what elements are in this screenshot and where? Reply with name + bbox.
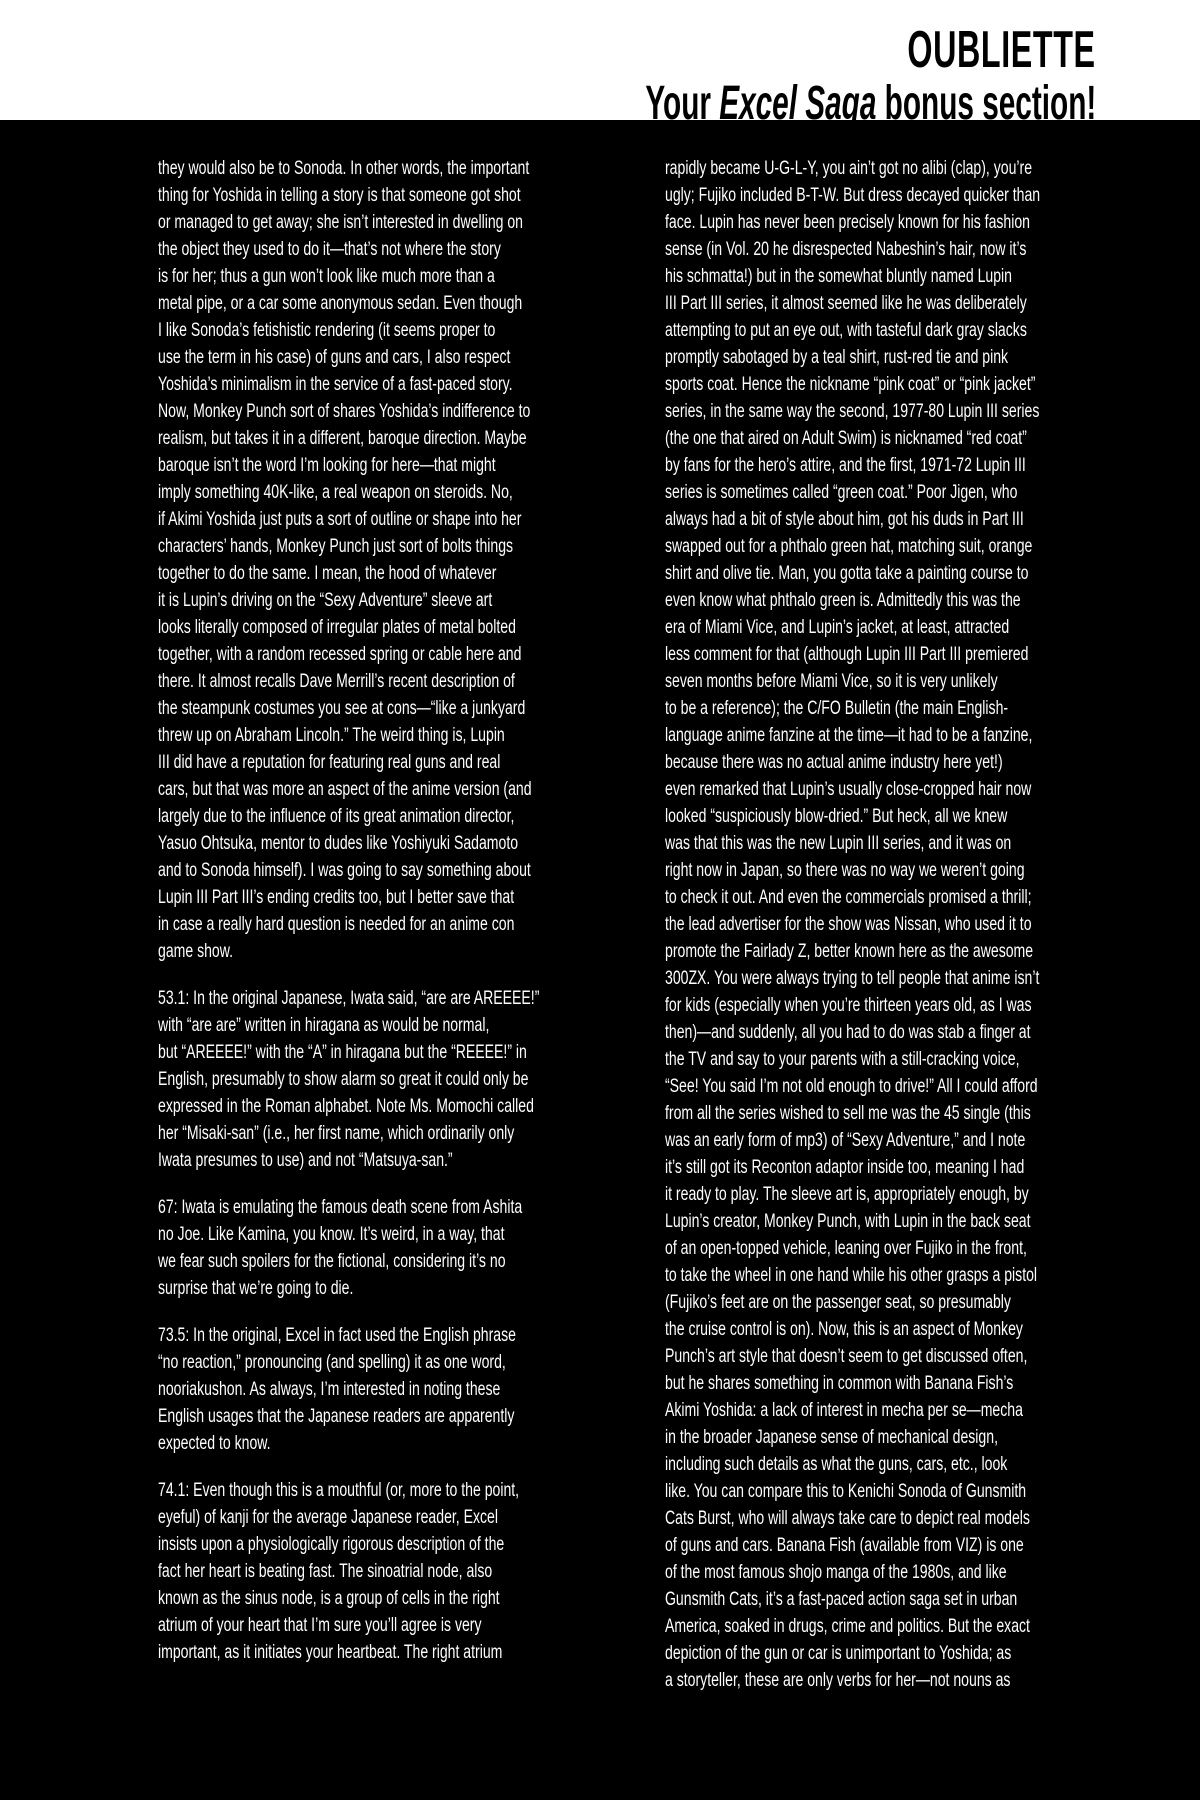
text-line: of an open-topped vehicle, leaning over Fujiko in the front, xyxy=(665,1238,1027,1259)
text-line: 67: Iwata is emulating the famous death scene from Ashita xyxy=(158,1197,523,1218)
text-line: realism, but takes it in a different, baroque direction. Maybe xyxy=(158,428,527,449)
text-line: Yasuo Ohtsuka, mentor to dudes like Yoshiyuki Sadamoto xyxy=(158,833,519,854)
text-line: (the one that aired on Adult Swim) is nicknamed “red coat” xyxy=(665,428,1027,449)
text-line: cars, but that was more an aspect of the anime version (and xyxy=(158,779,532,800)
text-line: from all the series wished to sell me was the 45 single (this xyxy=(665,1103,1031,1124)
text-line: Yoshida’s minimalism in the service of a fast-paced story. xyxy=(158,374,513,395)
text-line: 73.5: In the original, Excel in fact used the English phrase xyxy=(158,1325,516,1346)
text-line: expressed in the Roman alphabet. Note Ms. Momochi called xyxy=(158,1096,534,1117)
text-line: face. Lupin has never been precisely known for his fashion xyxy=(665,212,1031,233)
text-line: it ready to play. The sleeve art is, appropriately enough, by xyxy=(665,1184,1029,1205)
text-line: looks literally composed of irregular plates of metal bolted xyxy=(158,617,516,638)
text-line: together to do the same. I mean, the hood of whatever xyxy=(158,563,497,584)
text-line: imply something 40K-like, a real weapon on steroids. No, xyxy=(158,482,513,503)
text-line: if Akimi Yoshida just puts a sort of outline or shape into her xyxy=(158,509,522,530)
text-line: the steampunk costumes you see at cons—“like a junkyard xyxy=(158,698,526,719)
text-line: less comment for that (although Lupin III Part III premiered xyxy=(665,644,1029,665)
text-line: seven months before Miami Vice, so it is very unlikely xyxy=(665,671,998,692)
text-line: depiction of the gun or car is unimportant to Yoshida; as xyxy=(665,1643,1012,1664)
text-line: even remarked that Lupin’s usually close-cropped hair now xyxy=(665,779,1032,800)
subtitle-suffix: bonus section! xyxy=(876,77,1096,130)
text-line: to check it out. And even the commercials promised a thrill; xyxy=(665,887,1032,908)
text-line: “no reaction,” pronouncing (and spelling) it as one word, xyxy=(158,1352,506,1373)
text-line: it’s still got its Reconton adaptor inside too, meaning I had xyxy=(665,1157,1025,1178)
paragraph-gap xyxy=(158,1457,608,1477)
text-line: promote the Fairlady Z, better known here as the awesome xyxy=(665,941,1034,962)
text-line: but he shares something in common with Banana Fish’s xyxy=(665,1373,1014,1394)
text-line: (Fujiko’s feet are on the passenger seat, so presumably xyxy=(665,1292,1011,1313)
text-line: baroque isn’t the word I’m looking for here—that might xyxy=(158,455,496,476)
text-line: in the broader Japanese sense of mechanical design, xyxy=(665,1427,998,1448)
paragraph-gap xyxy=(158,1302,608,1322)
text-line: 74.1: Even though this is a mouthful (or, more to the point, xyxy=(158,1480,520,1501)
text-line: I like Sonoda’s fetishistic rendering (it seems proper to xyxy=(158,320,496,341)
text-line: with “are are” written in hiragana as would be normal, xyxy=(158,1015,490,1036)
text-line: the lead advertiser for the show was Nissan, who used it to xyxy=(665,914,1032,935)
text-line: III did have a reputation for featuring real guns and real xyxy=(158,752,501,773)
paragraph-gap xyxy=(158,1174,608,1194)
text-line: it is Lupin’s driving on the “Sexy Adventure” sleeve art xyxy=(158,590,493,611)
text-line: sense (in Vol. 20 he disrespected Nabeshin’s hair, now it’s xyxy=(665,239,1027,260)
text-line: by fans for the hero’s attire, and the first, 1971-72 Lupin III xyxy=(665,455,1026,476)
text-line: “See! You said I’m not old enough to drive!” All I could afford xyxy=(665,1076,1038,1097)
text-line: series, in the same way the second, 1977-80 Lupin III series xyxy=(665,401,1040,422)
text-line: Iwata presumes to use) and not “Matsuya-san.” xyxy=(158,1150,453,1171)
text-line: looked “suspiciously blow-dried.” But heck, all we knew xyxy=(665,806,1008,827)
text-line: we fear such spoilers for the fictional, considering it’s no xyxy=(158,1251,506,1272)
text-line: game show. xyxy=(158,941,234,962)
text-line: right now in Japan, so there was no way we weren’t going xyxy=(665,860,1025,881)
section-title: OUBLIETTE xyxy=(907,21,1096,79)
text-line: ugly; Fujiko included B-T-W. But dress decayed quicker than xyxy=(665,185,1041,206)
text-line: 300ZX. You were always trying to tell people that anime isn’t xyxy=(665,968,1040,989)
text-line: metal pipe, or a car some anonymous sedan. Even though xyxy=(158,293,523,314)
subtitle-prefix: Your xyxy=(645,77,719,130)
text-line: fact her heart is beating fast. The sinoatrial node, also xyxy=(158,1561,493,1582)
text-line: the TV and say to your parents with a still-cracking voice, xyxy=(665,1049,1020,1070)
text-line: III Part III series, it almost seemed like he was deliberately xyxy=(665,293,1027,314)
text-line: then)—and suddenly, all you had to do was stab a finger at xyxy=(665,1022,1031,1043)
paragraph-gap xyxy=(158,965,608,985)
text-line: use the term in his case) of guns and cars, I also respect xyxy=(158,347,511,368)
text-line: shirt and olive tie. Man, you gotta take a painting course to xyxy=(665,563,1029,584)
text-line: rapidly became U-G-L-Y, you ain’t got no alibi (clap), you’re xyxy=(665,158,1033,179)
text-line: like. You can compare this to Kenichi Sonoda of Gunsmith xyxy=(665,1481,1027,1502)
text-line: swapped out for a phthalo green hat, matching suit, orange xyxy=(665,536,1033,557)
text-line: Cats Burst, who will always take care to depict real models xyxy=(665,1508,1030,1529)
text-line: or managed to get away; she isn’t interested in dwelling on xyxy=(158,212,524,233)
text-line: atrium of your heart that I’m sure you’ll agree is very xyxy=(158,1615,482,1636)
text-line: the object they used to do it—that’s not where the story xyxy=(158,239,501,260)
subtitle-series-name: Excel Saga xyxy=(718,77,877,130)
text-line: characters’ hands, Monkey Punch just sort of bolts things xyxy=(158,536,514,557)
text-line: was that this was the new Lupin III series, and it was on xyxy=(665,833,1012,854)
text-line: a storyteller, these are only verbs for her—not nouns as xyxy=(665,1670,1011,1691)
text-line: language anime fanzine at the time—it had to be a fanzine, xyxy=(665,725,1033,746)
text-line: always had a bit of style about him, got his duds in Part III xyxy=(665,509,1024,530)
text-line: series is sometimes called “green coat.” Poor Jigen, who xyxy=(665,482,1018,503)
text-line: including such details as what the guns, cars, etc., look xyxy=(665,1454,1008,1475)
text-line: eyeful) of kanji for the average Japanese reader, Excel xyxy=(158,1507,498,1528)
text-line: known as the sinus node, is a group of cells in the right xyxy=(158,1588,500,1609)
text-line: no Joe. Like Kamina, you know. It’s weird, in a way, that xyxy=(158,1224,505,1245)
text-line: thing for Yoshida in telling a story is that someone got shot xyxy=(158,185,521,206)
text-line: is for her; thus a gun won’t look like much more than a xyxy=(158,266,495,287)
text-line: to take the wheel in one hand while his other grasps a pistol xyxy=(665,1265,1038,1286)
text-line: insists upon a physiologically rigorous description of the xyxy=(158,1534,505,1555)
text-line: even know what phthalo green is. Admittedly this was the xyxy=(665,590,1021,611)
text-line: for kids (especially when you’re thirteen years old, as I was xyxy=(665,995,1032,1016)
text-line: English, presumably to show alarm so great it could only be xyxy=(158,1069,529,1090)
text-line: of guns and cars. Banana Fish (available from VIZ) is one xyxy=(665,1535,1024,1556)
text-line: era of Miami Vice, and Lupin’s jacket, at least, attracted xyxy=(665,617,1010,638)
left-text-column xyxy=(158,155,608,1666)
page-header xyxy=(0,0,1200,130)
text-line: in case a really hard question is needed for an anime con xyxy=(158,914,515,935)
text-line: Now, Monkey Punch sort of shares Yoshida’s indifference to xyxy=(158,401,531,422)
text-line: attempting to put an eye out, with tasteful dark gray slacks xyxy=(665,320,1027,341)
text-line: sports coat. Hence the nickname “pink coat” or “pink jacket” xyxy=(665,374,1036,395)
text-line: and to Sonoda himself). I was going to say something about xyxy=(158,860,531,881)
text-line: America, soaked in drugs, crime and politics. But the exact xyxy=(665,1616,1030,1637)
text-line: her “Misaki-san” (i.e., her first name, which ordinarily only xyxy=(158,1123,515,1144)
text-line: Akimi Yoshida: a lack of interest in mecha per se—mecha xyxy=(665,1400,1023,1421)
text-line: the cruise control is on). Now, this is an aspect of Monkey xyxy=(665,1319,1023,1340)
text-line: Punch’s art style that doesn’t seem to get discussed often, xyxy=(665,1346,1028,1367)
text-line: of the most famous shojo manga of the 1980s, and like xyxy=(665,1562,1007,1583)
text-line: Lupin III Part III’s ending credits too, but I better save that xyxy=(158,887,515,908)
text-line: was an early form of mp3) of “Sexy Adventure,” and I note xyxy=(665,1130,1026,1151)
text-line: expected to know. xyxy=(158,1433,271,1454)
text-line: there. It almost recalls Dave Merrill’s recent description of xyxy=(158,671,515,692)
section-subtitle xyxy=(645,78,1096,130)
text-line: but “AREEEE!” with the “A” in hiragana but the “REEEE!” in xyxy=(158,1042,527,1063)
text-line: Gunsmith Cats, it’s a fast-paced action saga set in urban xyxy=(665,1589,1018,1610)
text-line: his schmatta!) but in the somewhat bluntly named Lupin xyxy=(665,266,1013,287)
text-line: threw up on Abraham Lincoln.” The weird thing is, Lupin xyxy=(158,725,505,746)
text-line: because there was no actual anime industry here yet!) xyxy=(665,752,1003,773)
text-line: largely due to the influence of its great animation director, xyxy=(158,806,515,827)
text-line: surprise that we’re going to die. xyxy=(158,1278,354,1299)
text-line: important, as it initiates your heartbeat. The right atrium xyxy=(158,1642,503,1663)
text-line: promptly sabotaged by a teal shirt, rust-red tie and pink xyxy=(665,347,1009,368)
text-line: Lupin’s creator, Monkey Punch, with Lupin in the back seat xyxy=(665,1211,1031,1232)
text-line: to be a reference); the C/FO Bulletin (the main English- xyxy=(665,698,1009,719)
text-line: nooriakushon. As always, I’m interested in noting these xyxy=(158,1379,501,1400)
text-line: English usages that the Japanese readers are apparently xyxy=(158,1406,515,1427)
right-text-column xyxy=(665,155,1115,1694)
text-line: they would also be to Sonoda. In other words, the important xyxy=(158,158,530,179)
text-line: together, with a random recessed spring or cable here and xyxy=(158,644,522,665)
text-line: 53.1: In the original Japanese, Iwata said, “are are AREEEE!” xyxy=(158,988,540,1009)
